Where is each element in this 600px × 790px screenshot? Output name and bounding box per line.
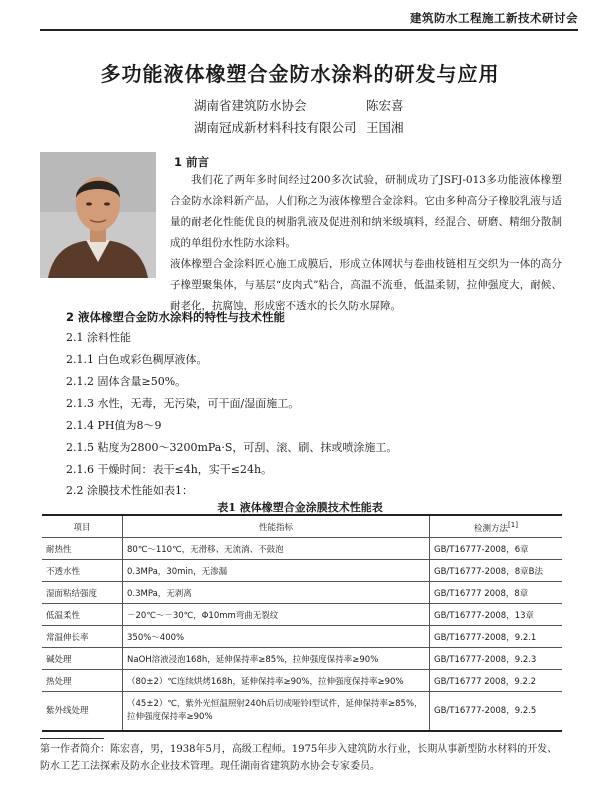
table-row [42,692,562,732]
cell-item: 低温柔性 [42,604,123,626]
cell-method: GB/T16777 2008，9.2.2 [430,670,563,692]
footnote-rule [40,738,104,739]
cell-method: GB/T16777-2008，8章B法 [430,560,563,582]
section-heading: 1 前言 [174,155,210,169]
performance-table [42,514,562,732]
table-row [42,648,562,670]
section-heading: 2 液体橡塑合金防水涂料的特性与技术性能 [66,310,286,324]
intro-paragraph: 液体橡塑合金涂料匠心施工成膜后，形成立体网状与卷曲枝链相互交织为一体的高分子橡塑聚集体，与基层“皮肉式”粘合，高温不流垂，低温柔韧，拉伸强度大，耐候、耐老化，抗腐蚀，形成密不透水的长久防水屏障。 [170,258,562,312]
author-row [194,118,514,136]
cell-method: GB/T16777-2008，9.2.3 [430,648,563,670]
author-row [194,96,514,114]
header-rule [40,29,578,31]
author-org: 湖南冠成新材料科技有限公司 [194,120,357,135]
list-item: 2.1.1 白色或彩色稠厚液体。 [66,353,208,366]
header-method: 检测方法[1] [430,515,563,538]
cell-method: GB/T16777-2008，9.2.1 [430,626,563,648]
table-row [42,538,562,560]
list-item: 2.1.4 PH值为8～9 [66,419,162,432]
cell-item: 不透水性 [42,560,123,582]
list-item: 2.1.2 固体含量≥50%。 [66,375,187,388]
intro-paragraph: 我们花了两年多时间经过200多次试验，研制成功了JSFJ-013多功能液体橡塑合金防水涂料新产品，人们称之为液体橡塑合金涂料。它由多种高分子橡胶乳液与适量的耐老化性能优良的树脂乳液及促进剂和纳米级填料，经混合、研磨、精细分散制成的单组份水性防水涂料。 [170,174,562,249]
cell-indicator: （45±2）℃，紫外光恒温照射240h后切成哑铃I型试件，延伸保持率≥85%，拉伸强度保持率≥90% [123,692,430,732]
table-header-row [42,515,562,538]
cell-method: GB/T16777-2008，13章 [430,604,563,626]
cell-item: 热处理 [42,670,123,692]
table-row [42,560,562,582]
subsection-heading: 2.1 涂料性能 [66,331,131,344]
cell-indicator: 350%～400% [123,626,430,648]
list-item: 2.1.5 粘度为2800～3200mPa·S，可刮、滚、刷、抹或喷涂施工。 [66,441,398,454]
cell-item: 常温伸长率 [42,626,123,648]
cell-item: 耐热性 [42,538,123,560]
cell-method: GB/T16777-2008，6章 [430,538,563,560]
header-indicator: 性能指标 [123,515,430,538]
cell-indicator: 0.3MPa，无剥离 [123,582,430,604]
journal-header: 建筑防水工程施工新技术研讨会 [410,11,578,25]
cell-indicator: －20℃～－30℃，Φ10mm弯曲无裂纹 [123,604,430,626]
cell-indicator: （80±2）℃连续烘烤168h，延伸保持率≥90%，拉伸强度保持率≥90% [123,670,430,692]
author-footnote: 第一作者简介：陈宏喜，男，1938年5月，高级工程师。1975年步入建筑防水行业，长期从事新型防水材料的开发、防水工艺工法探索及防水企业技术管理。现任湖南省建筑防水协会专家委员。 [40,744,558,772]
list-item: 2.1.3 水性，无毒，无污染，可干面/湿面施工。 [66,397,300,410]
list-item: 2.1.6 干燥时间：表干≤4h，实干≤24h。 [66,463,273,476]
author-org: 湖南省建筑防水协会 [194,98,307,113]
cell-method: GB/T16777 2008，8章 [430,582,563,604]
table-row [42,626,562,648]
cell-indicator: 0.3MPa，30min，无渗漏 [123,560,430,582]
cell-item: 紫外线处理 [42,692,123,732]
paper-title: 多功能液体橡塑合金防水涂料的研发与应用 [100,62,500,86]
table-caption: 表1 液体橡塑合金涂膜技术性能表 [217,501,383,514]
list-item: 2.2 涂膜技术性能如表1： [66,484,193,497]
header-item: 项目 [42,515,123,538]
cell-indicator: 80℃～110℃，无滑移、无流淌、不鼓泡 [123,538,430,560]
table-row [42,582,562,604]
author-name: 陈宏喜 [366,98,404,113]
cell-indicator: NaOH溶液浸泡168h，延伸保持率≥85%，拉伸强度保持率≥90% [123,648,430,670]
table-row [42,604,562,626]
cell-method: GB/T16777-2008，9.2.5 [430,692,563,732]
author-name: 王国湘 [366,120,404,135]
cell-item: 碱处理 [42,648,123,670]
table-row [42,670,562,692]
cell-item: 湿面粘结强度 [42,582,123,604]
